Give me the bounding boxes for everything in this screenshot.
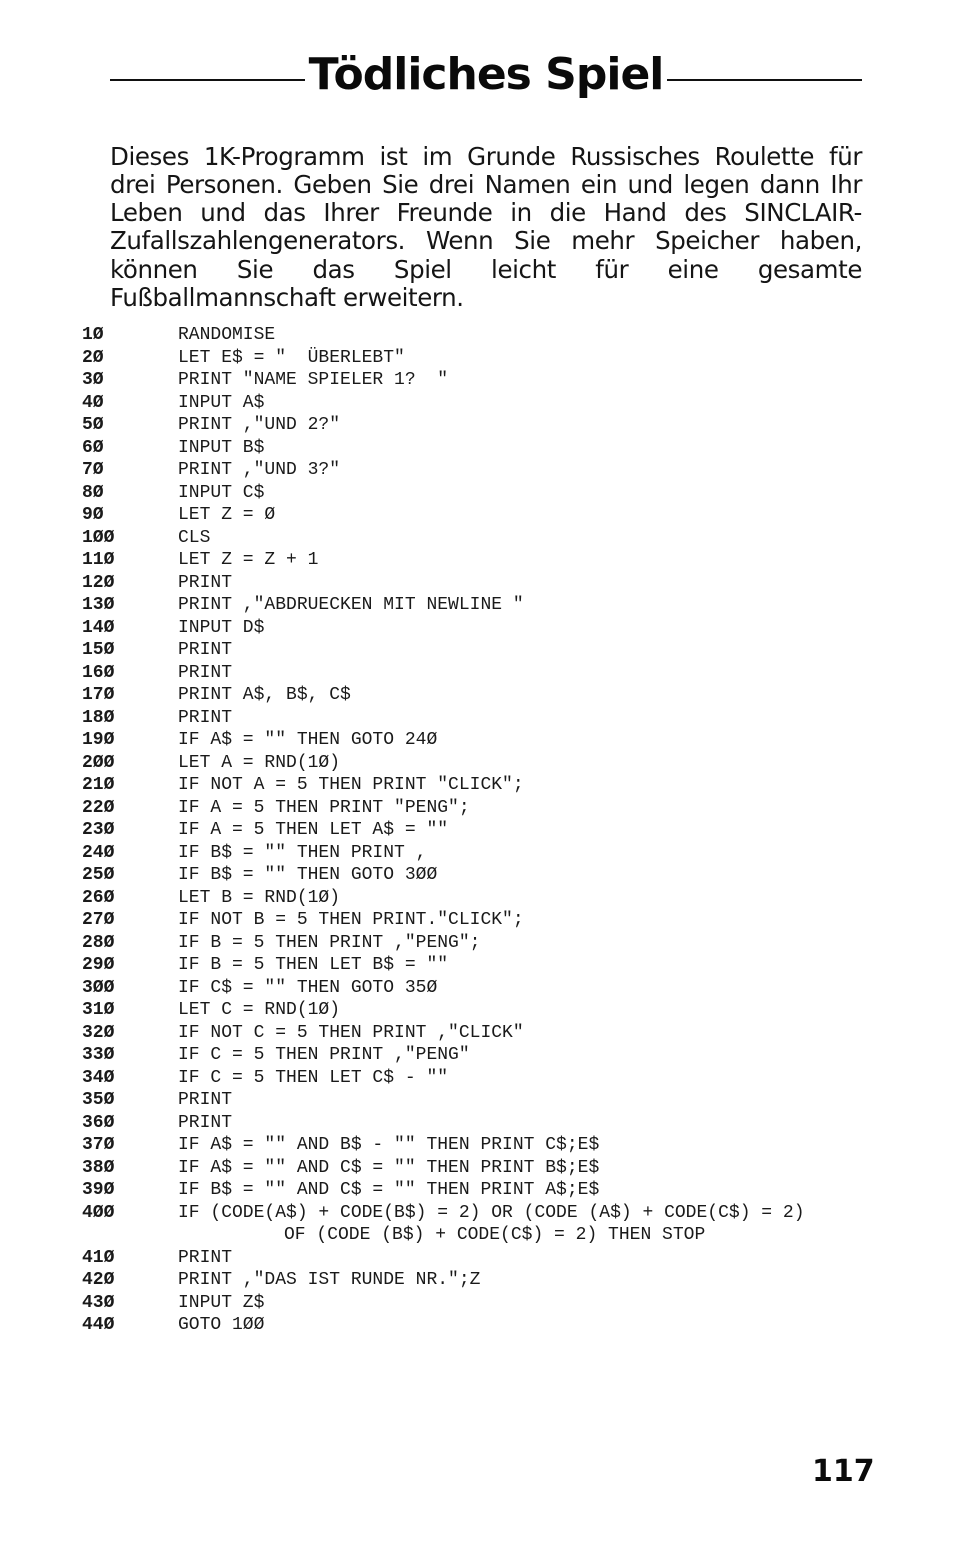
line-number: 24Ø	[82, 842, 115, 863]
code-line	[82, 437, 962, 460]
code-line	[82, 684, 962, 707]
code-statement: LET B = RND(1Ø)	[178, 887, 341, 908]
line-number: 7Ø	[82, 460, 104, 480]
code-statement: IF B$ = "" AND C$ = "" THEN PRINT A$;E$	[178, 1180, 600, 1200]
code-line	[82, 1224, 962, 1247]
line-number: 2ØØ	[82, 752, 115, 773]
code-statement: INPUT D$	[178, 617, 265, 638]
code-statement: IF C = 5 THEN LET C$ - ""	[178, 1067, 449, 1088]
code-line	[82, 369, 962, 392]
code-line	[82, 977, 962, 1000]
code-statement: IF B$ = "" THEN PRINT ,	[178, 842, 427, 863]
line-number: 25Ø	[82, 865, 115, 885]
code-statement: IF A$ = "" THEN GOTO 24Ø	[178, 730, 438, 750]
code-line	[82, 819, 962, 842]
line-number: 5Ø	[82, 415, 104, 435]
line-number: 22Ø	[82, 797, 115, 818]
line-number: 17Ø	[82, 685, 115, 705]
code-statement: INPUT Z$	[178, 1292, 265, 1313]
code-statement: PRINT ,"UND 3?"	[178, 460, 341, 480]
line-number: 29Ø	[82, 955, 115, 975]
code-line	[82, 1202, 962, 1225]
line-number: 27Ø	[82, 910, 115, 930]
code-line	[82, 527, 962, 550]
code-statement: PRINT	[178, 1090, 233, 1110]
code-statement: IF B = 5 THEN LET B$ = ""	[178, 955, 449, 975]
code-statement: PRINT	[178, 662, 233, 683]
code-line	[82, 774, 962, 797]
line-number: 37Ø	[82, 1135, 115, 1155]
line-number: 42Ø	[82, 1270, 115, 1290]
code-line	[82, 617, 962, 640]
title-rule-left	[110, 79, 305, 81]
code-line	[82, 1314, 962, 1337]
code-statement: IF NOT C = 5 THEN PRINT ,"CLICK"	[178, 1022, 524, 1043]
code-line	[82, 392, 962, 415]
line-number: 18Ø	[82, 707, 115, 728]
code-statement: IF C = 5 THEN PRINT ,"PENG"	[178, 1045, 470, 1065]
line-number: 28Ø	[82, 932, 115, 953]
line-number: 36Ø	[82, 1112, 115, 1133]
code-line	[82, 347, 962, 370]
line-number: 15Ø	[82, 640, 115, 660]
line-number: 3Ø	[82, 370, 104, 390]
line-number: 44Ø	[82, 1315, 115, 1335]
code-statement: IF A = 5 THEN LET A$ = ""	[178, 820, 449, 840]
code-statement: PRINT ,"UND 2?"	[178, 415, 341, 435]
code-statement: LET A = RND(1Ø)	[178, 752, 341, 773]
code-line	[82, 414, 962, 437]
line-number: 21Ø	[82, 775, 115, 795]
title-row	[110, 44, 862, 104]
code-line	[82, 1134, 962, 1157]
line-number: 2Ø	[82, 347, 104, 368]
code-line	[82, 864, 962, 887]
code-statement: PRINT	[178, 640, 233, 660]
code-line	[82, 1089, 962, 1112]
code-statement: LET E$ = " ÜBERLEBT"	[178, 347, 405, 368]
code-statement: IF A = 5 THEN PRINT "PENG";	[178, 797, 470, 818]
line-number: 23Ø	[82, 820, 115, 840]
code-statement: IF NOT A = 5 THEN PRINT "CLICK";	[178, 775, 524, 795]
code-line	[82, 459, 962, 482]
code-statement: RANDOMISE	[178, 325, 276, 345]
code-line	[82, 662, 962, 685]
line-number: 12Ø	[82, 572, 115, 593]
line-number: 39Ø	[82, 1180, 115, 1200]
line-number: 9Ø	[82, 505, 104, 525]
code-line	[82, 729, 962, 752]
line-number: 26Ø	[82, 887, 115, 908]
program-listing	[82, 324, 962, 1337]
code-line	[82, 1044, 962, 1067]
code-line	[82, 842, 962, 865]
code-line	[82, 1157, 962, 1180]
code-line	[82, 1292, 962, 1315]
line-number: 31Ø	[82, 1000, 115, 1020]
line-number: 1Ø	[82, 325, 104, 345]
code-line	[82, 594, 962, 617]
line-number: 33Ø	[82, 1045, 115, 1065]
code-line	[82, 1067, 962, 1090]
line-number: 13Ø	[82, 595, 115, 615]
code-line	[82, 1269, 962, 1292]
code-line	[82, 1247, 962, 1270]
code-statement: PRINT	[178, 572, 233, 593]
code-statement: GOTO 1ØØ	[178, 1315, 265, 1335]
line-number: 32Ø	[82, 1022, 115, 1043]
code-statement: INPUT A$	[178, 392, 265, 413]
code-statement: PRINT "NAME SPIELER 1? "	[178, 370, 449, 390]
code-statement: PRINT A$, B$, C$	[178, 685, 351, 705]
line-number: 41Ø	[82, 1247, 115, 1268]
line-number: 3ØØ	[82, 977, 115, 998]
code-line	[82, 887, 962, 910]
code-statement: IF (CODE(A$) + CODE(B$) = 2) OR (CODE (A$) + CODE(C$) = 2)	[178, 1202, 805, 1223]
code-statement: LET C = RND(1Ø)	[178, 1000, 341, 1020]
code-line	[82, 999, 962, 1022]
line-number: 35Ø	[82, 1090, 115, 1110]
code-line	[82, 324, 962, 347]
line-number: 19Ø	[82, 730, 115, 750]
code-statement: IF A$ = "" AND B$ - "" THEN PRINT C$;E$	[178, 1135, 600, 1155]
code-line	[82, 909, 962, 932]
code-statement: PRINT	[178, 707, 233, 728]
code-statement: INPUT B$	[178, 437, 265, 458]
code-line	[82, 932, 962, 955]
line-number: 1ØØ	[82, 527, 115, 548]
code-statement: CLS	[178, 527, 211, 548]
code-statement: IF B = 5 THEN PRINT ,"PENG";	[178, 932, 481, 953]
line-number: 14Ø	[82, 617, 115, 638]
code-line	[82, 549, 962, 572]
page-number: 117	[812, 1454, 875, 1489]
code-statement: LET Z = Z + 1	[178, 550, 319, 570]
line-number: 4Ø	[82, 392, 104, 413]
code-line	[82, 1022, 962, 1045]
line-number: 34Ø	[82, 1067, 115, 1088]
code-statement: PRINT	[178, 1247, 233, 1268]
code-line	[82, 572, 962, 595]
line-number: 6Ø	[82, 437, 104, 458]
code-statement: IF A$ = "" AND C$ = "" THEN PRINT B$;E$	[178, 1157, 600, 1178]
code-statement: PRINT ,"ABDRUECKEN MIT NEWLINE "	[178, 595, 524, 615]
code-statement: LET Z = Ø	[178, 505, 276, 525]
code-line	[82, 954, 962, 977]
line-number: 38Ø	[82, 1157, 115, 1178]
code-line	[82, 797, 962, 820]
code-line	[82, 752, 962, 775]
code-line	[82, 1179, 962, 1202]
code-line	[82, 639, 962, 662]
code-statement: PRINT	[178, 1112, 233, 1133]
code-statement: OF (CODE (B$) + CODE(C$) = 2) THEN STOP	[284, 1225, 706, 1245]
line-number	[82, 1224, 178, 1247]
intro-paragraph: Dieses 1K-Programm ist im Grunde Russisches Roulette für drei Personen. Geben Sie drei Namen ein und legen dann Ihr Leben und das Ihrer Freunde in die Hand des SINCLAIR-Zufallszahlengenerators. Wenn Sie mehr Speicher haben, können Sie das Spiel leicht für eine gesamte Fußballmannschaft erweitern.	[110, 141, 862, 312]
line-number: 8Ø	[82, 482, 104, 503]
line-number: 16Ø	[82, 662, 115, 683]
code-statement: IF NOT B = 5 THEN PRINT."CLICK";	[178, 910, 524, 930]
code-line	[82, 482, 962, 505]
code-statement: PRINT ,"DAS IST RUNDE NR.";Z	[178, 1270, 481, 1290]
code-line	[82, 707, 962, 730]
code-line	[82, 504, 962, 527]
code-statement: INPUT C$	[178, 482, 265, 503]
code-statement: IF C$ = "" THEN GOTO 35Ø	[178, 977, 438, 998]
code-line	[82, 1112, 962, 1135]
line-number: 4ØØ	[82, 1202, 115, 1223]
line-number: 43Ø	[82, 1292, 115, 1313]
code-statement: IF B$ = "" THEN GOTO 3ØØ	[178, 865, 438, 885]
title-rule-right	[667, 79, 862, 81]
page-title: Tödliches Spiel	[308, 48, 664, 100]
line-number: 11Ø	[82, 550, 115, 570]
